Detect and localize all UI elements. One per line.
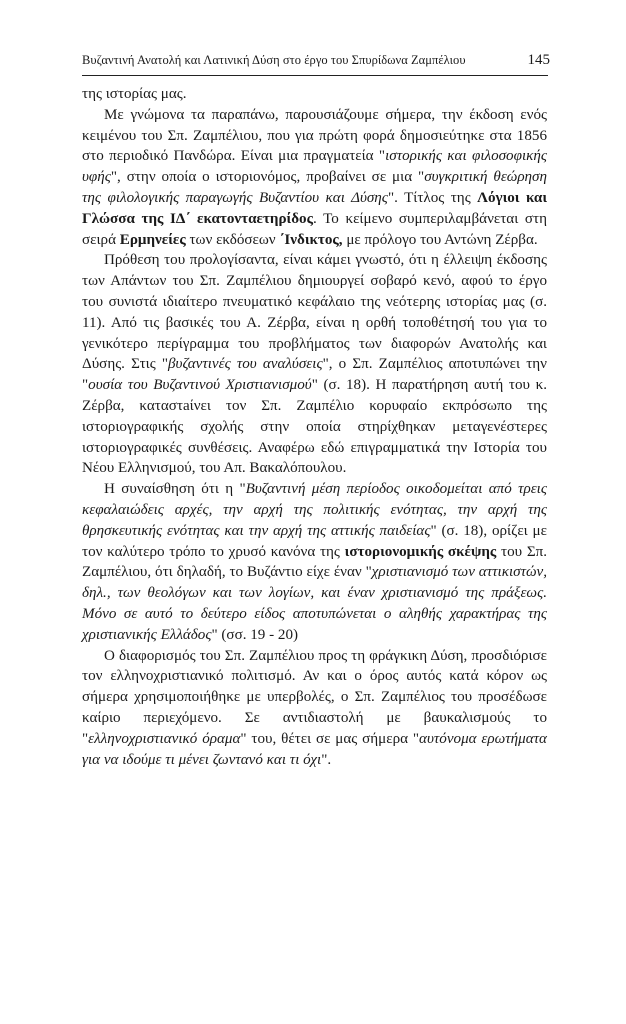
text-run: " του, θέτει σε μας σήμερα " (240, 730, 420, 747)
text-run: " (σσ. 19 - 20) (211, 626, 299, 643)
italic-run: ουσία του Βυζαντινού Χριστιανισμού (88, 377, 312, 394)
text-run: ". (321, 751, 332, 768)
text-run: Η συναίσθηση ότι η " (104, 481, 246, 498)
text-run: Με γνώμονα τα παραπάνω, παρουσιάζουμε σήμερα, την έκδοση ενός κειμένου του Σπ. Ζαμπέλιου, που για πρώτη φορά δημοσιεύτηκε στα 1856 στο περιοδικό Πανδώρα. Είναι μια πραγματεία " (82, 106, 547, 165)
text-run: των εκδόσεων (185, 231, 280, 248)
italic-run: συγκριτική θεώρηση της φιλολογικής παραγωγής Βυζαντίου και Δύσης (82, 169, 547, 206)
text-run: του Σπ. Ζαμπέλιου, ότι δηλαδή, το Βυζάντιο είχε έναν " (82, 543, 547, 581)
italic-run: ιστορικής και φιλοσοφικής υφής (82, 148, 548, 186)
text-run: " (σ. 18). Η παρατήρηση αυτή του κ. Ζέρβα, καταστaίνει τον Σπ. Ζαμπέλιο κορυφαίο εκπρόσωπο της ιστοριογραφικής σχολής στην οποία στηρίχθηκαν μεταγενέστερες ιστοριογραφικές συνθέσεις. Αναφέρω εδώ επιγραμματικά την Ιστορία του Νέου Ελληνισμού, του Απ. Βακαλόπουλου. (82, 377, 547, 477)
running-title: Βυζαντινή Ανατολή και Λατινική Δύση στο έργο του Σπυρίδωνα Ζαμπέλιου (82, 53, 466, 67)
text-run: ", στην οποία ο ιστοριονόμος, προβαίνει σε μια " (110, 169, 425, 186)
bold-run: ιστοριονομικής σκέψης (344, 543, 497, 560)
text-run: ". Τίτλος της (387, 189, 478, 206)
paragraph-4 (82, 646, 547, 771)
text-run: " (σ. 18), ορίζει με τον καλύτερο τρόπο το χρυσό κανόνα της (82, 522, 547, 560)
bold-run: Λόγιοι και Γλώσσα της ΙΔ΄ εκατονταετηρίδος (82, 189, 548, 227)
running-header (82, 52, 550, 69)
italic-run: χριστιανισμό των αττικιστών, δηλ., των θεολόγων και των λογίων, και έναν χριστιανισμό της πράξεως. Μόνο σε αυτό το δεύτερο είδος αποτυπώνεται ο αληθής χαρακτήρας της χριστιανικής Ελλάδος (82, 564, 547, 643)
page-number: 145 (527, 52, 550, 68)
paragraph-continuation (82, 84, 547, 105)
italic-run: βυζαντινές του αναλύσεις (168, 356, 323, 373)
text-run: Ο διαφορισμός του Σπ. Ζαμπέλιου προς τη φράγκικη Δύση, προσδιόρισε τον ελληνοχριστιανικό πολιτισμό. Αν και ο όρος αυτός κατά κόρον ως σήμερα χρησιμοποιήθηκε με υπερβολές, ο Σπ. Ζαμπέλιος του προσέδωσε καίριο περιεχόμενο. Σε αντιδιαστολή με βαυκαλισμούς το " (82, 647, 547, 747)
italic-run: αυτόνομα ερωτήματα για να ιδούμε τι μένει ζωντανό και τι όχι (82, 730, 547, 768)
paragraph-2 (82, 250, 547, 479)
header-rule (82, 75, 548, 76)
italic-run: Βυζαντινή μέση περίοδος οικοδομείται από τρεις κεφαλαιώδεις αρχές, την αρχή της πολιτικής ενότητας, την αρχή της θρησκευτικής ενότητας και την αρχή της αττικής παιδείας (82, 481, 547, 539)
text-run: ", ο Σπ. Ζαμπέλιος αποτυπώνει την " (82, 356, 547, 394)
text-run: Πρόθεση του προλογίσαντα, είναι κάμει γνωστό, ότι η έλλειψη έκδοσης των Απάντων του Σπ. Ζαμπέλιου δημιουργεί σοβαρό κενό, αφού το έργο του συνιστά ιδιαίτερο πνευματικό κεφάλαιο της νεότερης ιστορίας μας (σ. 11). Από τις βασικές του Α. Ζέρβα, είναι η ορθή τοποθέτησή του για το γενικότερο περίγραμμα του προβλήματος των διαφορών Ανατολής και Δύσης. Στις " (82, 252, 547, 373)
text-run: της ιστορίας μας. (82, 86, 187, 102)
paragraph-3 (82, 479, 547, 645)
bold-run: ΄Ινδικτος, (279, 231, 343, 248)
text-run: . Το κείμενο συμπεριλαμβάνεται στη σειρά (82, 210, 547, 248)
body-text (82, 84, 547, 770)
italic-run: ελληνοχριστιανικό όραμα (88, 730, 241, 747)
text-run: με πρόλογο του Αντώνη Ζέρβα. (342, 231, 538, 248)
paragraph-1 (82, 105, 547, 251)
bold-run: Ερμηνείες (119, 231, 186, 248)
